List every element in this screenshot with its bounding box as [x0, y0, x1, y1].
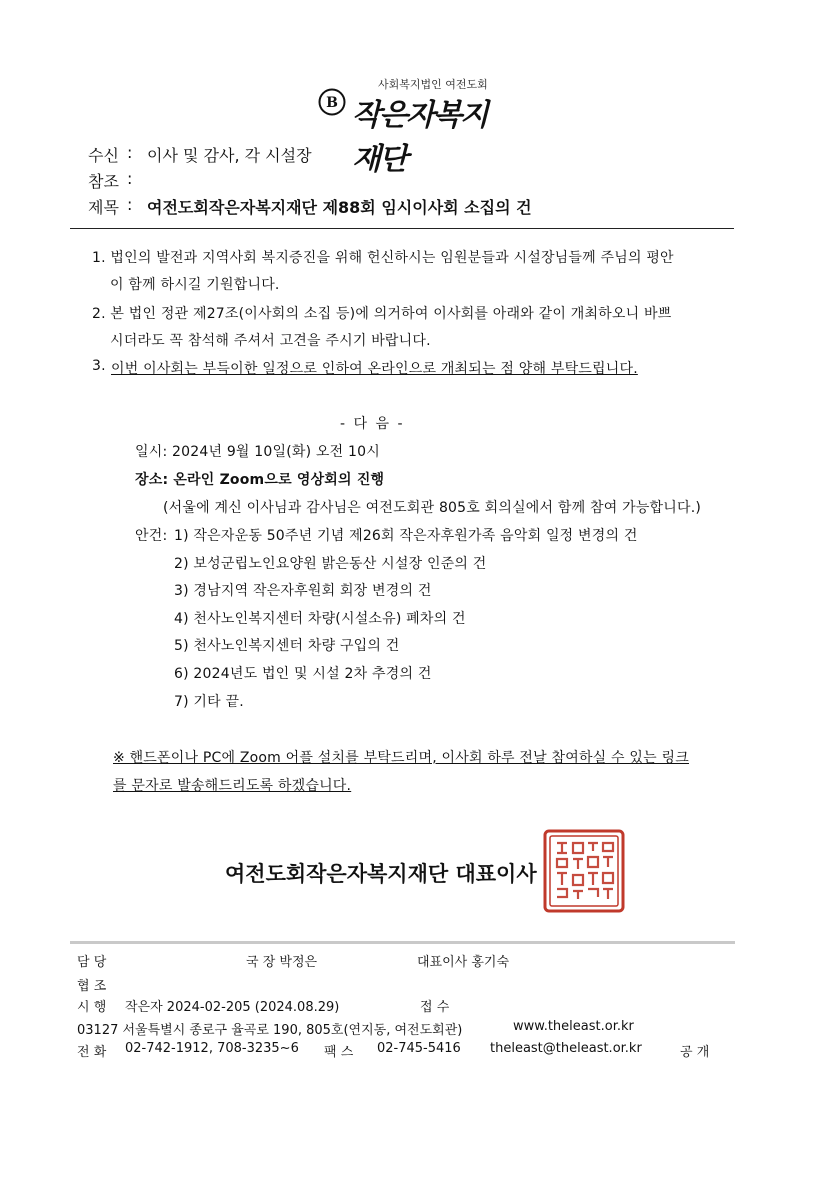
execution-number: 작은자 2024-02-205 (2024.08.29): [125, 1000, 340, 1015]
item3-text: 이번 이사회는 부득이한 일정으로 인하여 온라인으로 개최되는 점 양해 부탁드립니다.: [111, 361, 638, 377]
agenda-item: 7) 기타 끝.: [174, 694, 244, 710]
meeting-place: 장소: 온라인 Zoom으로 영상회의 진행: [135, 472, 385, 488]
execution-label: 시 행: [77, 1000, 107, 1015]
subject-label: 제목: [88, 198, 119, 217]
logo-mark-letter: B: [326, 95, 338, 111]
phone-number: 02-742-1912, 708-3235~6: [125, 1041, 299, 1056]
fax-label: 팩 스: [324, 1045, 354, 1060]
meeting-place-note: (서울에 계신 이사님과 감사님은 여전도회관 805호 회의실에서 함께 참여 가능합니다.): [163, 500, 702, 516]
reference-colon: :: [127, 169, 133, 188]
receipt-label: 접 수: [420, 1000, 450, 1015]
meeting-datetime: 일시: 2024년 9월 10일(화) 오전 10시: [135, 444, 380, 460]
official-seal-icon: [543, 829, 625, 913]
subject-value: 여전도회작은자복지재단 제88회 임시이사회 소집의 건: [147, 198, 532, 217]
zoom-note-line1: ※ 핸드폰이나 PC에 Zoom 어플 설치를 부탁드리며, 이사회 하루 전날 참여하실 수 있는 링크: [113, 750, 689, 766]
email-address: theleast@theleast.or.kr: [490, 1041, 642, 1056]
logo-subtitle: 사회복지법인 여전도회: [378, 78, 488, 91]
disclosure-status: 공 개: [680, 1045, 710, 1060]
agenda-item: 5) 천사노인복지센터 차량 구입의 건: [174, 638, 400, 654]
agenda-item: 2) 보성군립노인요양원 밝은동산 시설장 인준의 건: [174, 556, 487, 572]
zoom-note-line2: 를 문자로 발송해드리도록 하겠습니다.: [113, 778, 352, 794]
logo-brand-text: 작은자복지재단: [352, 98, 487, 177]
details-title: - 다 음 -: [340, 416, 405, 432]
phone-label: 전 화: [77, 1045, 107, 1060]
recipient-value: 이사 및 감사, 각 시설장: [147, 146, 312, 165]
item2-line2: 시더라도 꼭 참석해 주셔서 고견을 주시기 바랍니다.: [110, 333, 431, 349]
foundation-logo: [312, 70, 492, 177]
recipient-label: 수신: [88, 146, 119, 165]
agenda-item: 4) 천사노인복지센터 차량(시설소유) 폐차의 건: [174, 611, 466, 627]
fax-number: 02-745-5416: [377, 1041, 461, 1056]
subject-colon: :: [127, 195, 133, 214]
signatory-org-name: 여전도회작은자복지재단 대표이사: [225, 861, 537, 886]
reference-label: 참조: [88, 172, 119, 191]
item2-line1: 2. 본 법인 정관 제27조(이사회의 소집 등)에 의거하여 이사회를 아래와 같이 개최하오니 바쁘: [92, 306, 672, 322]
logo-mark-icon: [318, 88, 346, 116]
agenda-item: 1) 작은자운동 50주년 기념 제26회 작은자후원가족 음악회 일정 변경의 건: [174, 528, 638, 544]
address-text: 03127 서울특별시 종로구 율곡로 190, 805호(연지동, 여전도회관): [77, 1023, 463, 1038]
agenda-item: 3) 경남지역 작은자후원회 회장 변경의 건: [174, 583, 432, 599]
agenda-item: 6) 2024년도 법인 및 시설 2차 추경의 건: [174, 666, 432, 682]
header-divider: [70, 228, 734, 229]
footer-divider: [70, 941, 735, 944]
item3-number: 3.: [92, 358, 106, 374]
website-text: www.theleast.or.kr: [513, 1019, 634, 1034]
item1-line2: 이 함께 하시길 기원합니다.: [110, 277, 280, 293]
cooperation-label: 협 조: [77, 979, 107, 994]
director-name: 국 장 박정은: [246, 955, 318, 970]
charge-label: 담 당: [77, 955, 107, 970]
recipient-colon: :: [127, 143, 133, 162]
item1-line1: 1. 법인의 발전과 지역사회 복지증진을 위해 헌신하시는 임원분들과 시설장님들께 주님의 평안: [92, 250, 674, 266]
agenda-label: 안건:: [135, 528, 168, 544]
ceo-name: 대표이사 홍기숙: [417, 955, 510, 970]
